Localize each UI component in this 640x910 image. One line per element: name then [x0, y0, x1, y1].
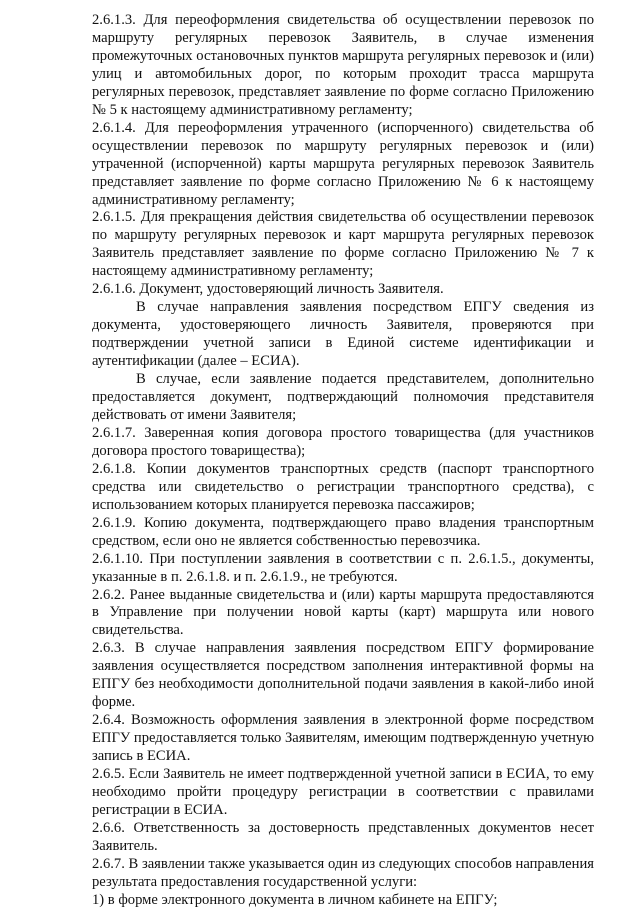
paragraph-2-6-2: 2.6.2. Ранее выданные свидетельства и (или) карты маршрута предоставляются в Управление при получении новой карты (карт) маршрута или нового свидетельства. — [92, 586, 594, 639]
list-item-1: 1) в форме электронного документа в личном кабинете на ЕПГУ; — [92, 891, 498, 908]
paragraph-2-6-1-10: 2.6.1.10. При поступлении заявления в соответствии с п. 2.6.1.5., документы, указанные в п. 2.6.1.8. и п. 2.6.1.9., не требуются. — [92, 550, 594, 585]
paragraph-epgu-identity: В случае направления заявления посредством ЕПГУ сведения из документа, удостоверяющего личность Заявителя, проверяются при подтверждении учетной записи в Единой системе идентификации и аутентификации (далее – ЕСИА). — [92, 299, 594, 370]
paragraph-2-6-3: 2.6.3. В случае направления заявления посредством ЕПГУ формирование заявления осуществляется посредством заполнения интерактивной формы на ЕПГУ без необходимости дополнительной подачи заявления в какой-либо иной форме. — [92, 640, 594, 711]
paragraph-2-6-1-8: 2.6.1.8. Копии документов транспортных средств (паспорт транспортного средства или свидетельство о регистрации транспортного средства), с использованием которых планируется перевозка пассажиров; — [92, 460, 594, 513]
paragraph-2-6-6: 2.6.6. Ответственность за достоверность представленных документов несет Заявитель. — [92, 819, 594, 854]
paragraph-2-6-1-6: 2.6.1.6. Документ, удостоверяющий личность Заявителя. — [92, 281, 444, 298]
paragraph-2-6-1-3: 2.6.1.3. Для переоформления свидетельства об осуществлении перевозок по маршруту регулярных перевозок Заявитель, в случае изменения промежуточных остановочных пунктов маршрута регулярных перевозок и (или) улиц и автомобильных дорог, по которым проходит трасса маршрута регулярных перевозок, представляет заявление по форме согласно Приложению № 5 к настоящему административному регламенту; — [92, 12, 594, 118]
paragraph-2-6-1-4: 2.6.1.4. Для переоформления утраченного (испорченного) свидетельства об осуществлении перевозок по маршруту регулярных перевозок и (или) утраченной (испорченной) карты маршрута регулярных перевозок Заявитель представляет заявление по форме согласно Приложению № 6 к настоящему административному регламенту; — [92, 119, 594, 208]
paragraph-2-6-1-9: 2.6.1.9. Копию документа, подтверждающего право владения транспортным средством, если оно не является собственностью перевозчика. — [92, 514, 594, 549]
paragraph-2-6-5: 2.6.5. Если Заявитель не имеет подтвержденной учетной записи в ЕСИА, то ему необходимо пройти процедуру регистрации в соответствии с правилами регистрации в ЕСИА. — [92, 766, 594, 818]
paragraph-2-6-7: 2.6.7. В заявлении также указывается один из следующих способов направления результата предоставления государственной услуги: — [92, 855, 594, 890]
paragraph-2-6-1-7: 2.6.1.7. Заверенная копия договора простого товарищества (для участников договора простого товарищества); — [92, 424, 594, 459]
document-page — [92, 12, 594, 910]
paragraph-representative: В случае, если заявление подается представителем, дополнительно предоставляется документ, подтверждающий полномочия представителя действовать от имени Заявителя; — [92, 371, 594, 423]
paragraph-2-6-4: 2.6.4. Возможность оформления заявления в электронной форме посредством ЕПГУ предоставляется только Заявителям, имеющим подтвержденную учетную запись в ЕСИА. — [92, 712, 594, 765]
paragraph-2-6-1-5: 2.6.1.5. Для прекращения действия свидетельства об осуществлении перевозок по маршруту регулярных перевозок и карт маршрута регулярных перевозок Заявитель представляет заявление по форме согласно Приложению № 7 к настоящему административному регламенту; — [92, 209, 594, 280]
